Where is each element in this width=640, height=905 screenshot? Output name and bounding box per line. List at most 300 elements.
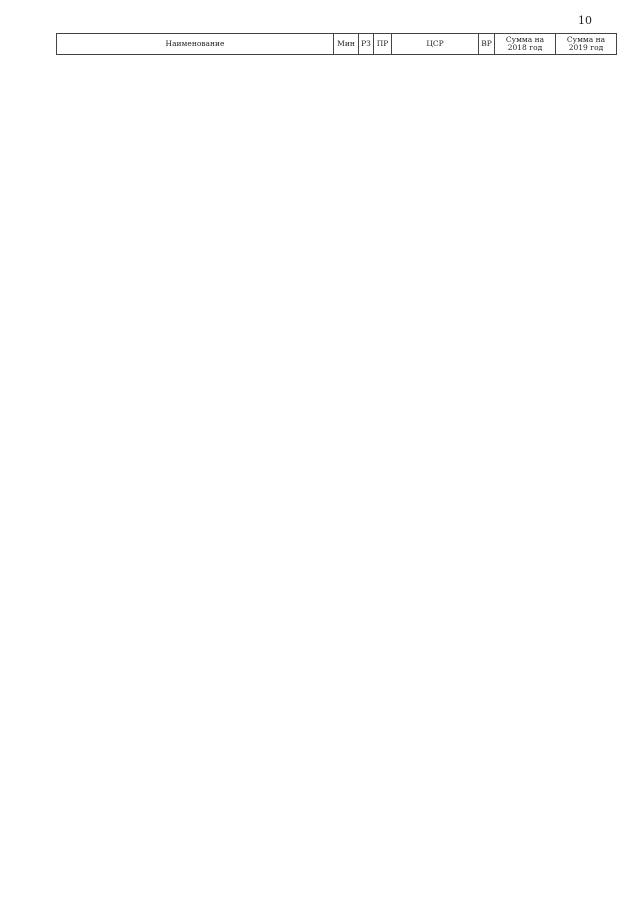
cell-y2018	[495, 773, 556, 792]
cell-csr	[392, 622, 479, 641]
cell-min	[334, 301, 359, 320]
cell-rz	[359, 848, 374, 867]
cell-vr	[479, 830, 495, 849]
cell-csr	[392, 735, 479, 754]
table-row	[57, 263, 617, 282]
table-row	[57, 660, 617, 679]
cell-vr	[479, 754, 495, 773]
cell-y2018	[495, 641, 556, 660]
table-row	[57, 244, 617, 263]
cell-name	[57, 319, 334, 338]
cell-y2018	[495, 811, 556, 830]
cell-vr	[479, 622, 495, 641]
cell-y2019	[556, 376, 617, 395]
cell-vr	[479, 641, 495, 660]
cell-pr	[374, 168, 392, 187]
cell-y2018	[495, 508, 556, 527]
cell-name	[57, 508, 334, 527]
cell-vr	[479, 811, 495, 830]
header-name: Наименование	[57, 34, 334, 55]
table-row	[57, 112, 617, 131]
cell-y2018	[495, 489, 556, 508]
cell-name	[57, 55, 334, 74]
cell-vr	[479, 678, 495, 697]
cell-min	[334, 149, 359, 168]
cell-y2018	[495, 754, 556, 773]
cell-vr	[479, 697, 495, 716]
cell-csr	[392, 244, 479, 263]
cell-vr	[479, 660, 495, 679]
cell-y2019	[556, 754, 617, 773]
cell-rz	[359, 414, 374, 433]
cell-pr	[374, 131, 392, 150]
cell-rz	[359, 149, 374, 168]
cell-y2019	[556, 792, 617, 811]
cell-y2019	[556, 622, 617, 641]
cell-min	[334, 830, 359, 849]
cell-y2018	[495, 735, 556, 754]
cell-rz	[359, 584, 374, 603]
cell-name	[57, 282, 334, 301]
cell-pr	[374, 641, 392, 660]
cell-pr	[374, 848, 392, 867]
cell-y2019	[556, 93, 617, 112]
cell-rz	[359, 811, 374, 830]
cell-pr	[374, 93, 392, 112]
cell-y2019	[556, 848, 617, 867]
cell-name	[57, 376, 334, 395]
cell-csr	[392, 716, 479, 735]
cell-name	[57, 301, 334, 320]
cell-name	[57, 584, 334, 603]
cell-min	[334, 471, 359, 490]
cell-y2019	[556, 716, 617, 735]
cell-min	[334, 622, 359, 641]
cell-rz	[359, 489, 374, 508]
cell-vr	[479, 319, 495, 338]
cell-name	[57, 622, 334, 641]
cell-vr	[479, 187, 495, 206]
cell-rz	[359, 301, 374, 320]
cell-y2019	[556, 225, 617, 244]
cell-min	[334, 112, 359, 131]
table-row	[57, 716, 617, 735]
cell-y2018	[495, 376, 556, 395]
cell-vr	[479, 792, 495, 811]
cell-csr	[392, 584, 479, 603]
cell-y2019	[556, 471, 617, 490]
cell-min	[334, 811, 359, 830]
header-sum-2018: Сумма на 2018 год	[495, 34, 556, 55]
cell-vr	[479, 282, 495, 301]
cell-min	[334, 263, 359, 282]
cell-vr	[479, 112, 495, 131]
cell-name	[57, 848, 334, 867]
cell-y2018	[495, 792, 556, 811]
cell-rz	[359, 395, 374, 414]
cell-min	[334, 452, 359, 471]
cell-csr	[392, 792, 479, 811]
cell-y2019	[556, 301, 617, 320]
cell-csr	[392, 149, 479, 168]
cell-pr	[374, 565, 392, 584]
cell-pr	[374, 867, 392, 886]
cell-rz	[359, 546, 374, 565]
table-row	[57, 622, 617, 641]
cell-pr	[374, 660, 392, 679]
cell-vr	[479, 452, 495, 471]
cell-vr	[479, 546, 495, 565]
cell-vr	[479, 395, 495, 414]
cell-csr	[392, 471, 479, 490]
cell-y2019	[556, 527, 617, 546]
cell-pr	[374, 55, 392, 74]
table-row	[57, 697, 617, 716]
cell-pr	[374, 263, 392, 282]
cell-min	[334, 395, 359, 414]
cell-y2019	[556, 660, 617, 679]
cell-name	[57, 773, 334, 792]
table-row	[57, 357, 617, 376]
cell-csr	[392, 187, 479, 206]
cell-y2019	[556, 697, 617, 716]
cell-vr	[479, 93, 495, 112]
cell-y2019	[556, 773, 617, 792]
cell-vr	[479, 168, 495, 187]
cell-y2018	[495, 149, 556, 168]
cell-y2019	[556, 830, 617, 849]
header-vr: ВР	[479, 34, 495, 55]
cell-rz	[359, 168, 374, 187]
cell-min	[334, 792, 359, 811]
cell-y2018	[495, 471, 556, 490]
cell-y2019	[556, 489, 617, 508]
cell-min	[334, 735, 359, 754]
cell-min	[334, 565, 359, 584]
cell-pr	[374, 678, 392, 697]
cell-rz	[359, 131, 374, 150]
cell-vr	[479, 867, 495, 886]
cell-name	[57, 93, 334, 112]
cell-name	[57, 395, 334, 414]
cell-rz	[359, 830, 374, 849]
cell-vr	[479, 489, 495, 508]
table-row	[57, 206, 617, 225]
cell-vr	[479, 716, 495, 735]
cell-y2018	[495, 678, 556, 697]
table-row	[57, 773, 617, 792]
cell-y2018	[495, 131, 556, 150]
cell-vr	[479, 471, 495, 490]
cell-y2018	[495, 433, 556, 452]
cell-csr	[392, 678, 479, 697]
cell-csr	[392, 603, 479, 622]
cell-y2018	[495, 112, 556, 131]
cell-rz	[359, 754, 374, 773]
cell-rz	[359, 641, 374, 660]
cell-rz	[359, 678, 374, 697]
cell-name	[57, 112, 334, 131]
cell-name	[57, 546, 334, 565]
cell-min	[334, 131, 359, 150]
cell-rz	[359, 660, 374, 679]
cell-rz	[359, 74, 374, 93]
cell-min	[334, 282, 359, 301]
header-rz: РЗ	[359, 34, 374, 55]
table-header-row	[57, 34, 617, 55]
cell-y2018	[495, 282, 556, 301]
cell-vr	[479, 263, 495, 282]
cell-rz	[359, 55, 374, 74]
table-row	[57, 603, 617, 622]
cell-rz	[359, 433, 374, 452]
cell-y2019	[556, 414, 617, 433]
cell-name	[57, 471, 334, 490]
cell-y2018	[495, 93, 556, 112]
cell-y2019	[556, 74, 617, 93]
cell-csr	[392, 319, 479, 338]
cell-rz	[359, 452, 374, 471]
cell-name	[57, 168, 334, 187]
cell-vr	[479, 584, 495, 603]
cell-csr	[392, 395, 479, 414]
table-row	[57, 55, 617, 74]
table-row	[57, 452, 617, 471]
table-row	[57, 149, 617, 168]
table-row	[57, 414, 617, 433]
cell-pr	[374, 452, 392, 471]
cell-min	[334, 376, 359, 395]
cell-pr	[374, 301, 392, 320]
cell-min	[334, 319, 359, 338]
cell-pr	[374, 792, 392, 811]
cell-csr	[392, 641, 479, 660]
cell-name	[57, 641, 334, 660]
cell-min	[334, 527, 359, 546]
cell-csr	[392, 848, 479, 867]
cell-csr	[392, 452, 479, 471]
cell-y2019	[556, 811, 617, 830]
cell-rz	[359, 508, 374, 527]
cell-vr	[479, 74, 495, 93]
cell-name	[57, 697, 334, 716]
cell-pr	[374, 830, 392, 849]
table-row	[57, 565, 617, 584]
cell-rz	[359, 471, 374, 490]
cell-pr	[374, 414, 392, 433]
cell-min	[334, 168, 359, 187]
cell-name	[57, 565, 334, 584]
table-row	[57, 376, 617, 395]
cell-name	[57, 452, 334, 471]
cell-rz	[359, 93, 374, 112]
cell-name	[57, 131, 334, 150]
cell-pr	[374, 773, 392, 792]
table-row	[57, 319, 617, 338]
cell-y2018	[495, 319, 556, 338]
cell-name	[57, 433, 334, 452]
cell-y2018	[495, 603, 556, 622]
cell-min	[334, 338, 359, 357]
cell-pr	[374, 357, 392, 376]
cell-min	[334, 867, 359, 886]
cell-y2019	[556, 282, 617, 301]
table-row	[57, 338, 617, 357]
cell-csr	[392, 433, 479, 452]
cell-rz	[359, 773, 374, 792]
cell-y2018	[495, 74, 556, 93]
cell-min	[334, 74, 359, 93]
cell-rz	[359, 187, 374, 206]
header-sum-2019: Сумма на 2019 год	[556, 34, 617, 55]
cell-y2018	[495, 830, 556, 849]
cell-pr	[374, 206, 392, 225]
cell-rz	[359, 244, 374, 263]
table-row	[57, 584, 617, 603]
cell-y2019	[556, 338, 617, 357]
cell-csr	[392, 301, 479, 320]
cell-min	[334, 357, 359, 376]
cell-rz	[359, 565, 374, 584]
cell-pr	[374, 489, 392, 508]
cell-pr	[374, 187, 392, 206]
cell-vr	[479, 848, 495, 867]
table-row	[57, 508, 617, 527]
cell-y2018	[495, 338, 556, 357]
cell-name	[57, 263, 334, 282]
table-row	[57, 395, 617, 414]
cell-rz	[359, 697, 374, 716]
cell-pr	[374, 735, 392, 754]
cell-pr	[374, 508, 392, 527]
cell-y2018	[495, 395, 556, 414]
cell-pr	[374, 112, 392, 131]
cell-min	[334, 93, 359, 112]
cell-vr	[479, 55, 495, 74]
header-csr: ЦСР	[392, 34, 479, 55]
budget-table	[56, 33, 617, 886]
cell-vr	[479, 206, 495, 225]
cell-csr	[392, 357, 479, 376]
cell-min	[334, 584, 359, 603]
cell-pr	[374, 754, 392, 773]
cell-csr	[392, 830, 479, 849]
cell-y2018	[495, 848, 556, 867]
cell-name	[57, 244, 334, 263]
cell-csr	[392, 565, 479, 584]
cell-csr	[392, 225, 479, 244]
cell-y2019	[556, 603, 617, 622]
cell-rz	[359, 319, 374, 338]
table-row	[57, 641, 617, 660]
cell-rz	[359, 225, 374, 244]
cell-min	[334, 187, 359, 206]
cell-y2019	[556, 168, 617, 187]
cell-csr	[392, 754, 479, 773]
cell-y2019	[556, 641, 617, 660]
cell-y2018	[495, 187, 556, 206]
cell-csr	[392, 338, 479, 357]
cell-csr	[392, 660, 479, 679]
cell-name	[57, 716, 334, 735]
cell-name	[57, 187, 334, 206]
cell-y2018	[495, 527, 556, 546]
table-row	[57, 546, 617, 565]
cell-min	[334, 546, 359, 565]
cell-vr	[479, 149, 495, 168]
cell-vr	[479, 244, 495, 263]
cell-y2019	[556, 584, 617, 603]
cell-rz	[359, 735, 374, 754]
cell-y2018	[495, 660, 556, 679]
cell-csr	[392, 112, 479, 131]
cell-y2018	[495, 263, 556, 282]
table-row	[57, 792, 617, 811]
cell-pr	[374, 225, 392, 244]
cell-min	[334, 603, 359, 622]
cell-y2019	[556, 319, 617, 338]
cell-y2018	[495, 452, 556, 471]
table-row	[57, 187, 617, 206]
cell-y2018	[495, 565, 556, 584]
cell-vr	[479, 414, 495, 433]
cell-name	[57, 792, 334, 811]
table-row	[57, 301, 617, 320]
cell-y2019	[556, 244, 617, 263]
cell-csr	[392, 811, 479, 830]
cell-y2019	[556, 112, 617, 131]
cell-y2018	[495, 301, 556, 320]
cell-pr	[374, 319, 392, 338]
cell-rz	[359, 603, 374, 622]
cell-rz	[359, 376, 374, 395]
cell-y2019	[556, 867, 617, 886]
cell-name	[57, 754, 334, 773]
cell-csr	[392, 773, 479, 792]
cell-pr	[374, 74, 392, 93]
cell-csr	[392, 376, 479, 395]
table-row	[57, 225, 617, 244]
table-row	[57, 754, 617, 773]
cell-rz	[359, 206, 374, 225]
cell-csr	[392, 263, 479, 282]
table-row	[57, 433, 617, 452]
cell-pr	[374, 282, 392, 301]
cell-pr	[374, 471, 392, 490]
cell-y2019	[556, 565, 617, 584]
cell-y2018	[495, 168, 556, 187]
cell-y2018	[495, 697, 556, 716]
cell-min	[334, 414, 359, 433]
table-row	[57, 131, 617, 150]
cell-name	[57, 811, 334, 830]
cell-min	[334, 508, 359, 527]
cell-min	[334, 489, 359, 508]
cell-y2019	[556, 433, 617, 452]
cell-y2019	[556, 395, 617, 414]
cell-name	[57, 603, 334, 622]
cell-name	[57, 149, 334, 168]
cell-min	[334, 225, 359, 244]
cell-name	[57, 735, 334, 754]
cell-y2018	[495, 225, 556, 244]
cell-name	[57, 527, 334, 546]
cell-min	[334, 641, 359, 660]
header-pr: ПР	[374, 34, 392, 55]
cell-y2019	[556, 55, 617, 74]
cell-pr	[374, 716, 392, 735]
cell-csr	[392, 206, 479, 225]
